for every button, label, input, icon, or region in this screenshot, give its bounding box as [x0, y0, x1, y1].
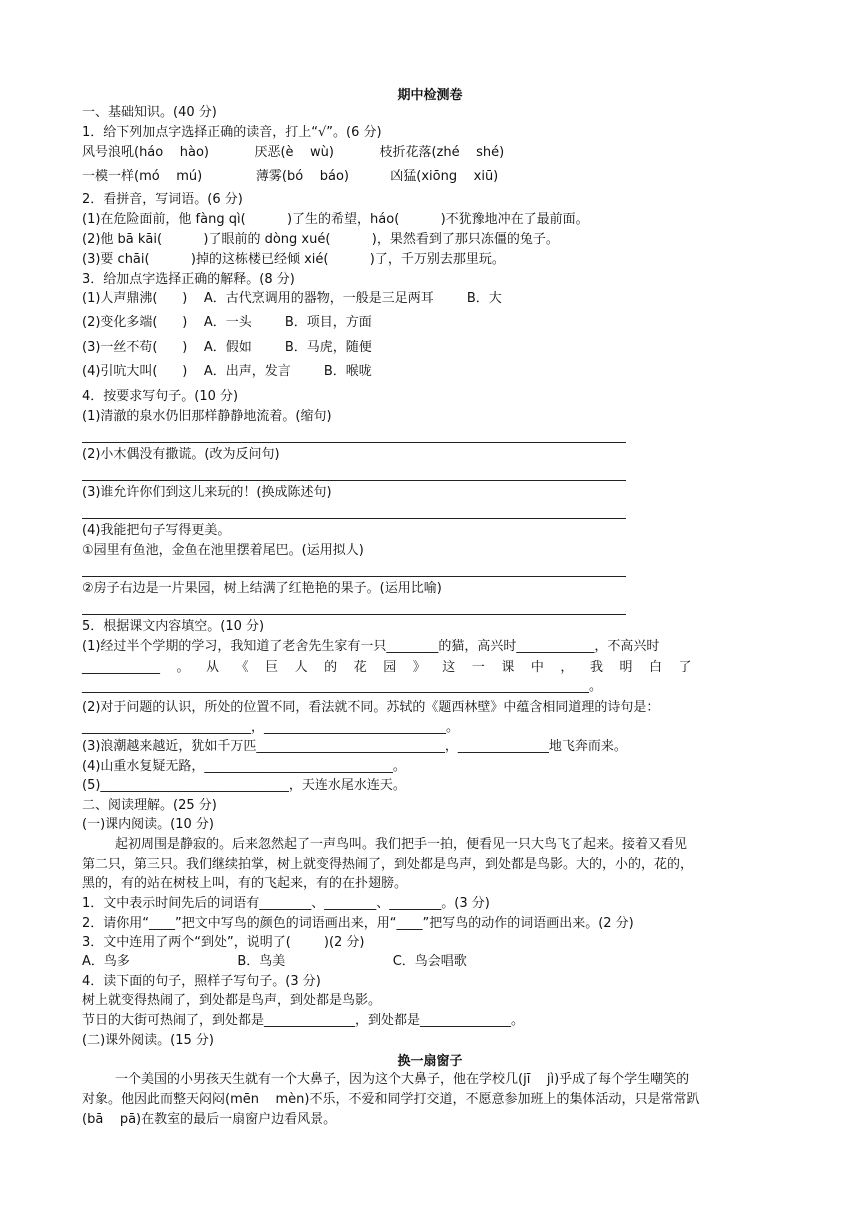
story-title: 换一扇窗子	[397, 1054, 463, 1069]
answer-line	[82, 480, 626, 481]
question-3-item-4: (4)引吭大叫( ) A．出声，发言 B．喉咙	[82, 364, 372, 379]
reading-question-1: 1．文中表示时间先后的词语有________、________、________。(3 分)	[82, 896, 490, 911]
question-5-item-2-blank: __________________________，____________________________。	[82, 720, 459, 735]
question-4: 4．按要求写句子。(10 分)	[82, 389, 239, 404]
reading-question-4-example: 树上就变得热闹了，到处都是鸟声，到处都是鸟影。	[82, 993, 382, 1008]
question-2: 2．看拼音，写词语。(6 分)	[82, 192, 243, 207]
reading-question-3: 3．文中连用了两个“到处”，说明了( )(2 分)	[82, 935, 365, 950]
question-4-item-4-2: ②房子右边是一片果园，树上结满了红艳艳的果子。(运用比喻)	[82, 581, 442, 596]
passage-1-line-3: 黑的，有的站在树枝上叫，有的飞起来，有的在扑翅膀。	[82, 876, 408, 891]
answer-line	[82, 614, 626, 615]
answer-line	[82, 518, 626, 519]
section-2-heading: 二、阅读理解。(25 分)	[82, 798, 217, 813]
question-5: 5．根据课文内容填空。(10 分)	[82, 619, 265, 634]
exam-title: 期中检测卷	[397, 88, 463, 103]
reading-2-heading: (二)课外阅读。(15 分)	[82, 1033, 214, 1048]
section-1-heading: 一、基础知识。(40 分)	[82, 105, 217, 120]
question-1: 1．给下列加点字选择正确的读音，打上“√”。(6 分)	[82, 125, 382, 140]
question-4-item-4: (4)我能把句子写得更美。	[82, 523, 231, 538]
question-1-row-1: 风号浪吼(háo hào) 厌恶(è wù) 枝折花落(zhé shé)	[82, 145, 505, 160]
question-3-item-2: (2)变化多端( ) A．一头 B．项目，方面	[82, 315, 372, 330]
question-2-item-1: (1)在危险面前，他 fàng qì( )了生的希望，háo( )不犹豫地冲在了最前面。	[82, 212, 589, 227]
reading-1-heading: (一)课内阅读。(10 分)	[82, 817, 214, 832]
question-5-item-3: (3)浪潮越来越近，犹如千万匹_____________________________，______________地飞奔而来。	[82, 739, 627, 754]
reading-question-4: 4．读下面的句子，照样子写句子。(3 分)	[82, 974, 321, 989]
answer-line	[82, 576, 626, 577]
passage-2-line-2: 对象。他因此而整天闷闷(mēn mèn)不乐，不爱和同学打交道，不愿意参加班上的集体活动，只是常常趴	[82, 1092, 700, 1107]
question-3-item-3: (3)一丝不苟( ) A．假如 B．马虎，随便	[82, 340, 372, 355]
question-2-item-2: (2)他 bā kāi( )了眼前的 dòng xué( )，果然看到了那只冻僵的兔子。	[82, 232, 559, 247]
question-5-item-2: (2)对于问题的认识，所处的位置不同，看法就不同。苏轼的《题西林壁》中蕴含相同道理的诗句是：	[82, 700, 660, 715]
question-5-item-4: (4)山重水复疑无路，_____________________________。	[82, 759, 406, 774]
question-1-row-2: 一模一样(mó mú) 薄雾(bó báo) 凶猛(xiōng xiū)	[82, 169, 499, 184]
question-4-item-3: (3)谁允许你们到这儿来玩的！(换成陈述句)	[82, 485, 332, 500]
question-5-item-1-cont: ____________ 。 从 《 巨 人 的 花 园 》 这 一 课 中 ， 我 明 白 了	[82, 660, 692, 675]
question-5-item-1-blank: ______________________________________________________________________________。	[82, 679, 602, 694]
answer-line	[82, 442, 626, 443]
passage-1-line-2: 第二只，第三只。我们继续拍掌，树上就变得热闹了，到处都是鸟声，到处都是鸟影。大的，小的，花的，	[82, 857, 694, 872]
question-4-item-2: (2)小木偶没有撒谎。(改为反问句)	[82, 447, 280, 462]
question-2-item-3: (3)要 chāi( )掉的这栋楼已经倾 xié( )了，千万别去那里玩。	[82, 252, 505, 267]
question-3: 3．给加点字选择正确的解释。(8 分)	[82, 272, 295, 287]
reading-question-2: 2．请你用“____”把文中写鸟的颜色的词语画出来，用“____”把写鸟的动作的词语画出来。(2 分)	[82, 916, 634, 931]
passage-2-line-1: 一个美国的小男孩天生就有一个大鼻子，因为这个大鼻子，他在学校几(jī jì)乎成了每个学生嘲笑的	[82, 1072, 690, 1087]
passage-2-line-3: (bā pā)在教室的最后一扇窗户边看风景。	[82, 1112, 337, 1127]
question-3-item-1: (1)人声鼎沸( ) A．古代烹调用的器物，一般是三足两耳 B．大	[82, 291, 502, 306]
passage-1-line-1: 起初周围是静寂的。后来忽然起了一声鸟叫。我们把手一拍，便看见一只大鸟飞了起来。接着又看见	[82, 837, 688, 852]
question-4-item-1: (1)清澈的泉水仍旧那样静静地流着。(缩句)	[82, 409, 332, 424]
question-5-item-5: (5)_____________________________，天连水尾水连天。	[82, 778, 406, 793]
reading-question-4-blank: 节日的大街可热闹了，到处都是______________，到处都是______________。	[82, 1013, 525, 1028]
question-4-item-4-1: ①园里有鱼池，金鱼在池里摆着尾巴。(运用拟人)	[82, 543, 364, 558]
question-5-item-1: (1)经过半个学期的学习，我知道了老舍先生家有一只________的猫，高兴时____________，不高兴时	[82, 639, 660, 654]
reading-question-3-options: A．鸟多 B．鸟美 C．鸟会唱歌	[82, 954, 467, 969]
